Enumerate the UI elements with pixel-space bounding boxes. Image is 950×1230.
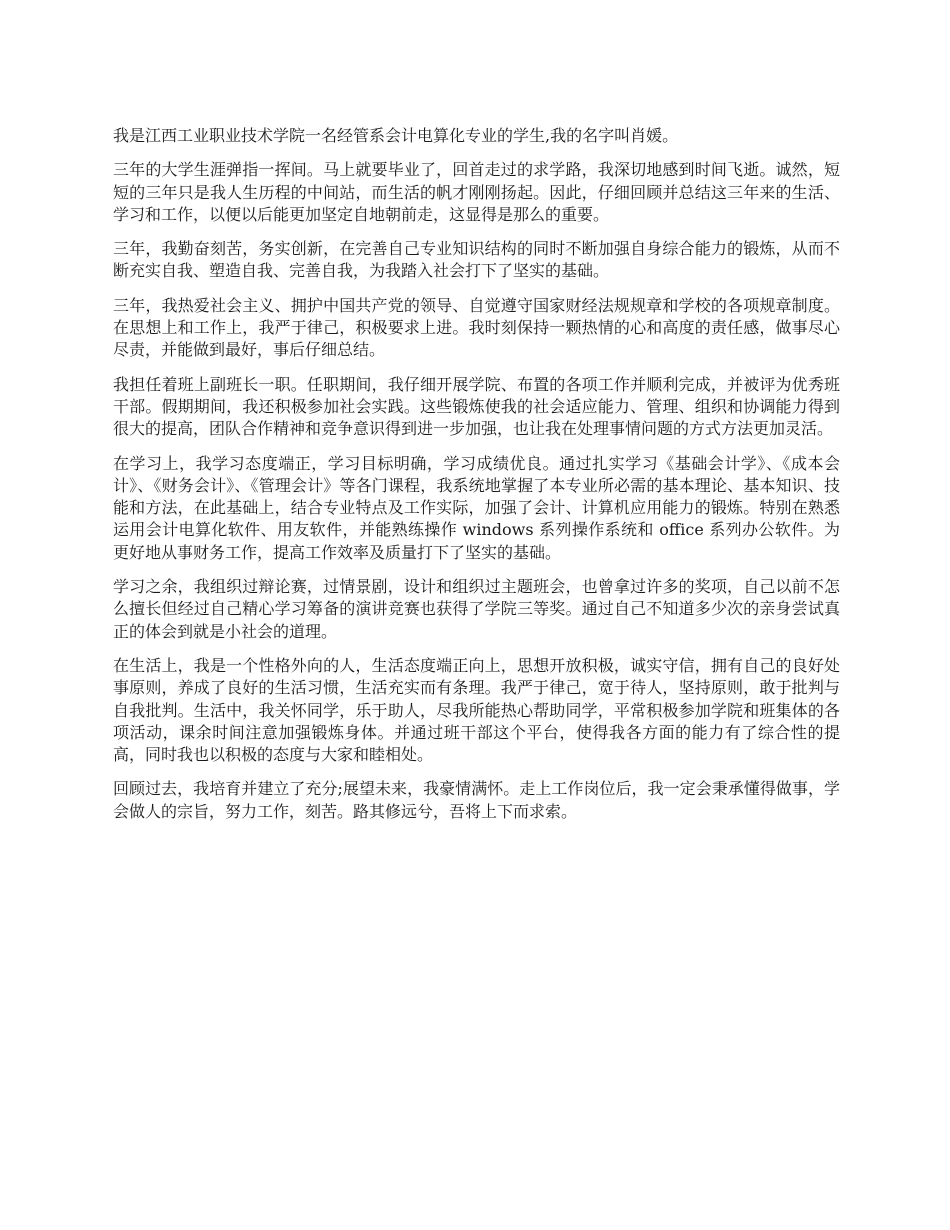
document-page [113,125,840,835]
paragraph-intro: 我是江西工业职业技术学院一名经管系会计电算化专业的学生,我的名字叫肖媛。 [113,126,679,145]
paragraph-activities: 学习之余，我组织过辩论赛，过情景剧，设计和组织过主题班会，也曾拿过许多的奖项，自己以前不怎么擅长但经过自己精心学习筹备的演讲竞赛也获得了学院三等奖。通过自己不知道多少次的亲身尝试真正的体会到就是小社会的道理。 [113,577,840,641]
paragraph-study: 在学习上，我学习态度端正，学习目标明确，学习成绩优良。通过扎实学习《基础会计学》、《成本会计》、《财务会计》、《管理会计》等各门课程，我系统地掌握了本专业所必需的基本理论、基本知识、技能和方法，在此基础上，结合专业特点及工作实际，加强了会计、计算机应用能力的锻炼。特别在熟悉运用会计电算化软件、用友软件，并能熟练操作 windows 系列操作系统和 office 系列办公软件。为更好地从事财务工作，提高工作效率及质量打下了坚实的基础。 [113,453,840,562]
paragraph-ideology: 三年，我热爱社会主义、拥护中国共产党的领导、自觉遵守国家财经法规规章和学校的各项规章制度。在思想上和工作上，我严于律己，积极要求上进。我时刻保持一颗热情的心和高度的责任感，做事尽心尽责，并能做到最好，事后仔细总结。 [113,295,840,360]
paragraph-life: 在生活上，我是一个性格外向的人，生活态度端正向上，思想开放积极，诚实守信，拥有自己的良好处事原则，养成了良好的生活习惯，生活充实而有条理。我严于律己，宽于待人，坚持原则，敢于批判与自我批判。生活中，我关怀同学，乐于助人，尽我所能热心帮助同学，平常积极参加学院和班集体的各项活动，课余时间注意加强锻炼身体。并通过班干部这个平台，使得我各方面的能力有了综合性的提高，同时我也以积极的态度与大家和睦相处。 [113,655,840,765]
paragraph-diligence: 三年，我勤奋刻苦，务实创新，在完善自己专业知识结构的同时不断加强自身综合能力的锻炼，从而不断充实自我、塑造自我、完善自我，为我踏入社会打下了坚实的基础。 [113,239,840,281]
paragraph-class-monitor: 我担任着班上副班长一职。任职期间，我仔细开展学院、布置的各项工作并顺利完成，并被评为优秀班干部。假期期间，我还积极参加社会实践。这些锻炼使我的社会适应能力、管理、组织和协调能力得到很大的提高，团队合作精神和竞争意识得到进一步加强，也让我在处理事情问题的方式方法更加灵活。 [113,374,840,439]
paragraph-college-life: 三年的大学生涯弹指一挥间。马上就要毕业了，回首走过的求学路，我深切地感到时间飞逝。诚然，短短的三年只是我人生历程的中间站，而生活的帆才刚刚扬起。因此，仔细回顾并总结这三年来的生活、学习和工作，以便以后能更加坚定自地朝前走，这显得是那么的重要。 [113,160,840,224]
paragraph-conclusion: 回顾过去，我培育并建立了充分;展望未来，我豪情满怀。走上工作岗位后，我一定会秉承懂得做事，学会做人的宗旨，努力工作，刻苦。路其修远兮，吾将上下而求索。 [113,779,840,821]
